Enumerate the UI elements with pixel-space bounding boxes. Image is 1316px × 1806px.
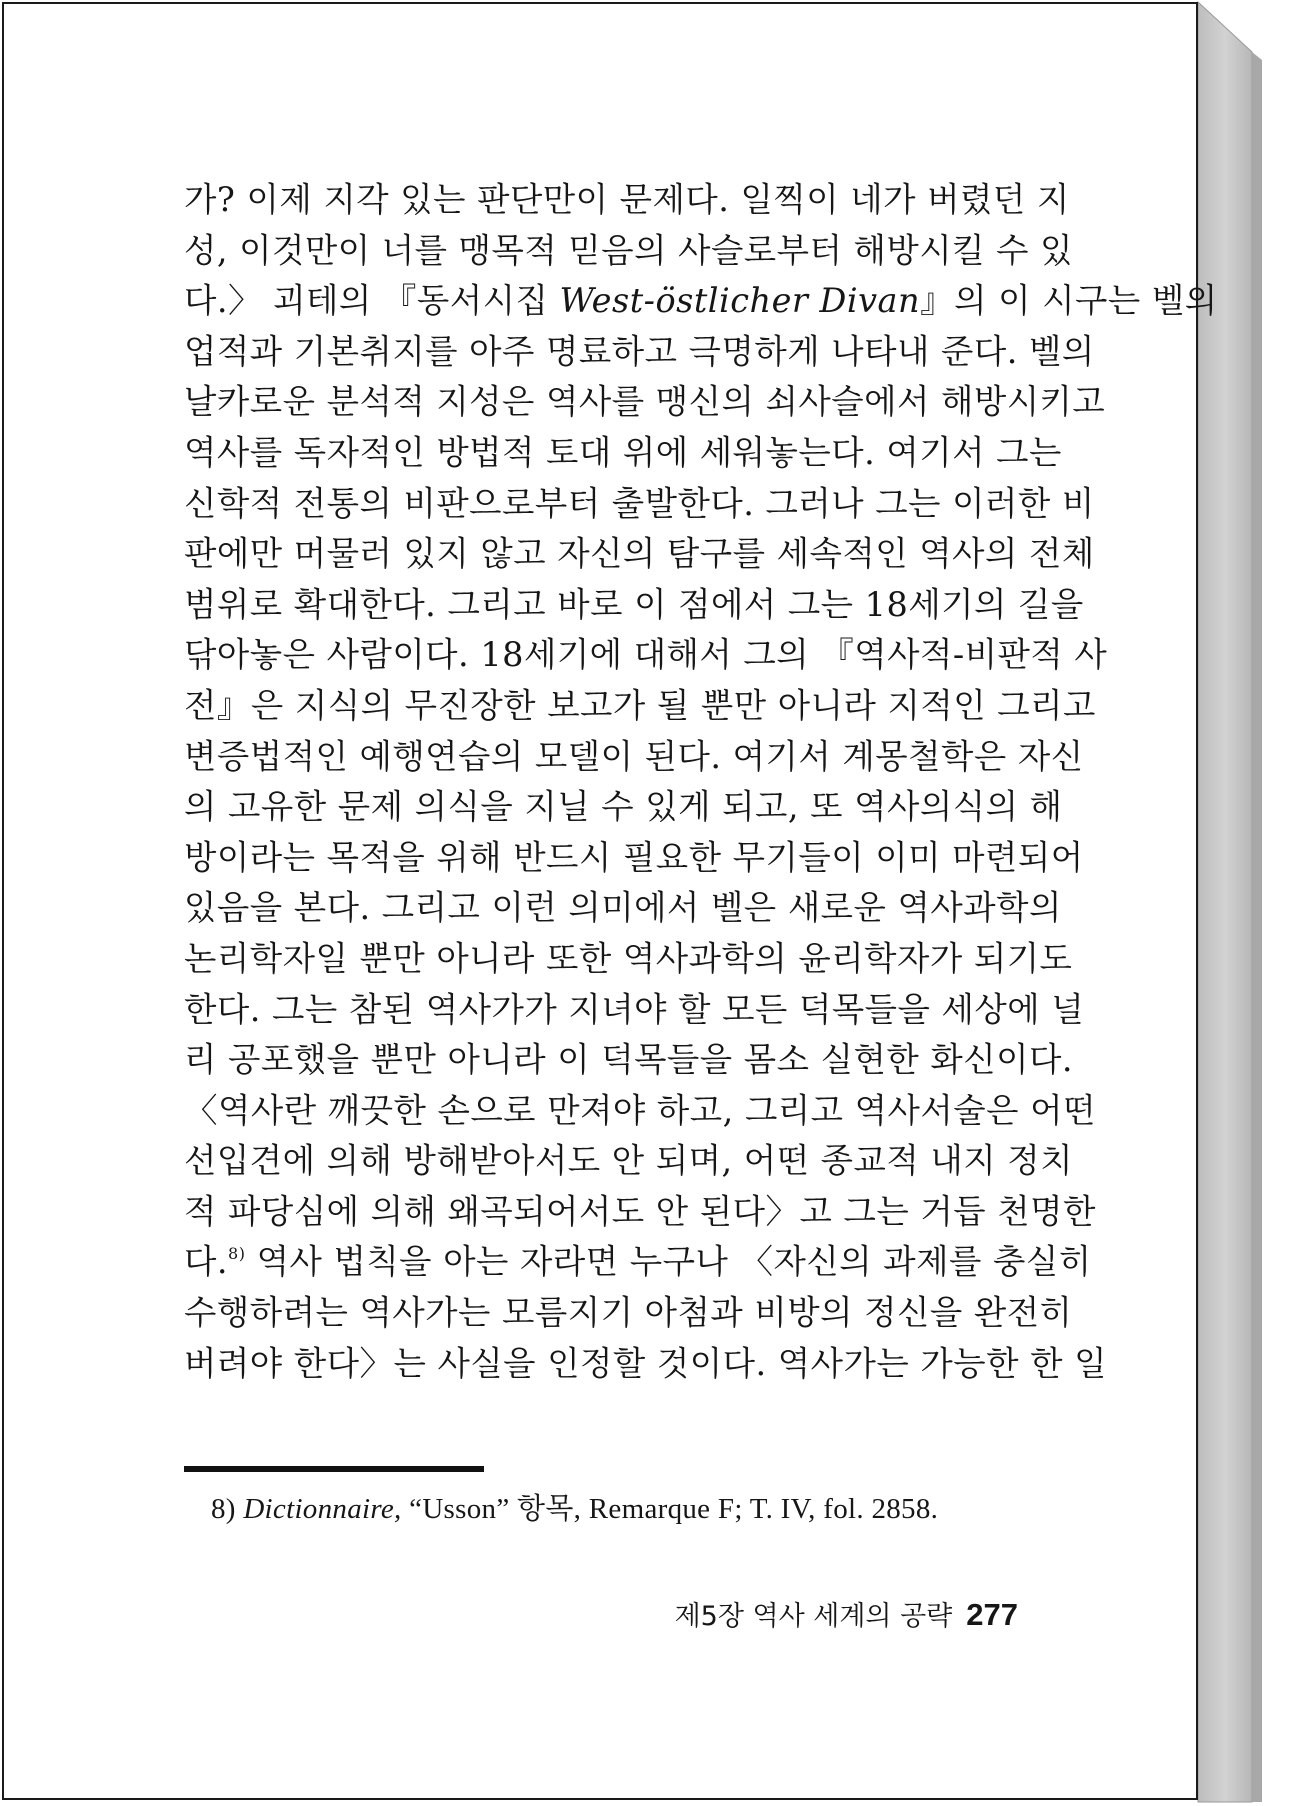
footnote-reference: 8) bbox=[228, 1244, 246, 1264]
text-line: 성, 이것만이 너를 맹목적 믿음의 사슬로부터 해방시킬 수 있 bbox=[184, 230, 1074, 270]
text-line: 의 고유한 문제 의식을 지닐 수 있게 되고, 또 역사의식의 해 bbox=[184, 787, 1063, 827]
text-line: 닦아놓은 사람이다. 18세기에 대해서 그의 『역사적-비판적 사 bbox=[184, 635, 1108, 675]
text-line: 판에만 머물러 있지 않고 자신의 탐구를 세속적인 역사의 전체 bbox=[184, 534, 1095, 574]
footnote-divider bbox=[184, 1466, 484, 1472]
footnote-number: 8) bbox=[211, 1493, 244, 1525]
footnote-text: “Usson” 항목, Remarque F; T. IV, fol. 2858. bbox=[401, 1493, 939, 1525]
text-line: 방이라는 목적을 위해 반드시 필요한 무기들이 이미 마련되어 bbox=[184, 837, 1084, 877]
text-line: 적 파당심에 의해 왜곡되어서도 안 된다〉고 그는 거듭 천명한 bbox=[184, 1191, 1096, 1231]
text-line: 리 공포했을 뿐만 아니라 이 덕목들을 몸소 실현한 화신이다. bbox=[184, 1040, 1074, 1080]
text-line: 신학적 전통의 비판으로부터 출발한다. 그러나 그는 이러한 비 bbox=[184, 483, 1095, 523]
book-title-italic: West-östlicher Divan bbox=[559, 281, 921, 321]
text-line: 논리학자일 뿐만 아니라 또한 역사과학의 윤리학자가 되기도 bbox=[184, 938, 1073, 978]
text-line: 〈역사란 깨끗한 손으로 만져야 하고, 그리고 역사서술은 어떤 bbox=[184, 1090, 1096, 1130]
text-line-head: 다.〉 괴테의 『동서시집 bbox=[184, 281, 560, 321]
text-line: 가? 이제 지각 있는 판단만이 문제다. 일찍이 네가 버렸던 지 bbox=[184, 180, 1070, 219]
text-line: 버려야 한다〉는 사실을 인정할 것이다. 역사가는 가능한 한 일 bbox=[184, 1343, 1108, 1383]
text-line-with-title bbox=[184, 276, 1218, 327]
footnote bbox=[211, 1486, 938, 1527]
text-line: 변증법적인 예행연습의 모델이 된다. 여기서 계몽철학은 자신 bbox=[184, 736, 1084, 776]
text-line: 전』은 지식의 무진장한 보고가 될 뿐만 아니라 지적인 그리고 bbox=[184, 685, 1096, 725]
page-number: 277 bbox=[966, 1597, 1018, 1632]
text-line: 업적과 기본취지를 아주 명료하고 극명하게 나타내 준다. 벨의 bbox=[184, 331, 1095, 371]
running-footer bbox=[675, 1594, 1018, 1633]
text-line: 역사를 독자적인 방법적 토대 위에 세워놓는다. 여기서 그는 bbox=[184, 432, 1062, 472]
text-line-tail: 역사 법칙을 아는 자라면 누구나 〈자신의 과제를 충실히 bbox=[245, 1242, 1092, 1282]
text-line: 범위로 확대한다. 그리고 바로 이 점에서 그는 18세기의 길을 bbox=[184, 584, 1084, 624]
text-line: 선입견에 의해 방해받아서도 안 되며, 어떤 종교적 내지 정치 bbox=[184, 1141, 1074, 1181]
text-line: 날카로운 분석적 지성은 역사를 맹신의 쇠사슬에서 해방시키고 bbox=[184, 382, 1106, 422]
text-line: 있음을 본다. 그리고 이런 의미에서 벨은 새로운 역사과학의 bbox=[184, 888, 1062, 928]
text-line-tail: 』의 이 시구는 벨의 bbox=[920, 281, 1218, 321]
footnote-source-title: Dictionnaire, bbox=[243, 1493, 402, 1525]
text-line: 한다. 그는 참된 역사가가 지녀야 할 모든 덕목들을 세상에 널 bbox=[184, 989, 1085, 1029]
chapter-title: 제5장 역사 세계의 공략 bbox=[674, 1601, 953, 1632]
text-line-with-footnote-ref bbox=[184, 1237, 1092, 1288]
text-line: 수행하려는 역사가는 모름지기 아첨과 비방의 정신을 완전히 bbox=[184, 1293, 1073, 1333]
body-text bbox=[184, 175, 1218, 1389]
text-line-head: 다. bbox=[184, 1242, 229, 1282]
